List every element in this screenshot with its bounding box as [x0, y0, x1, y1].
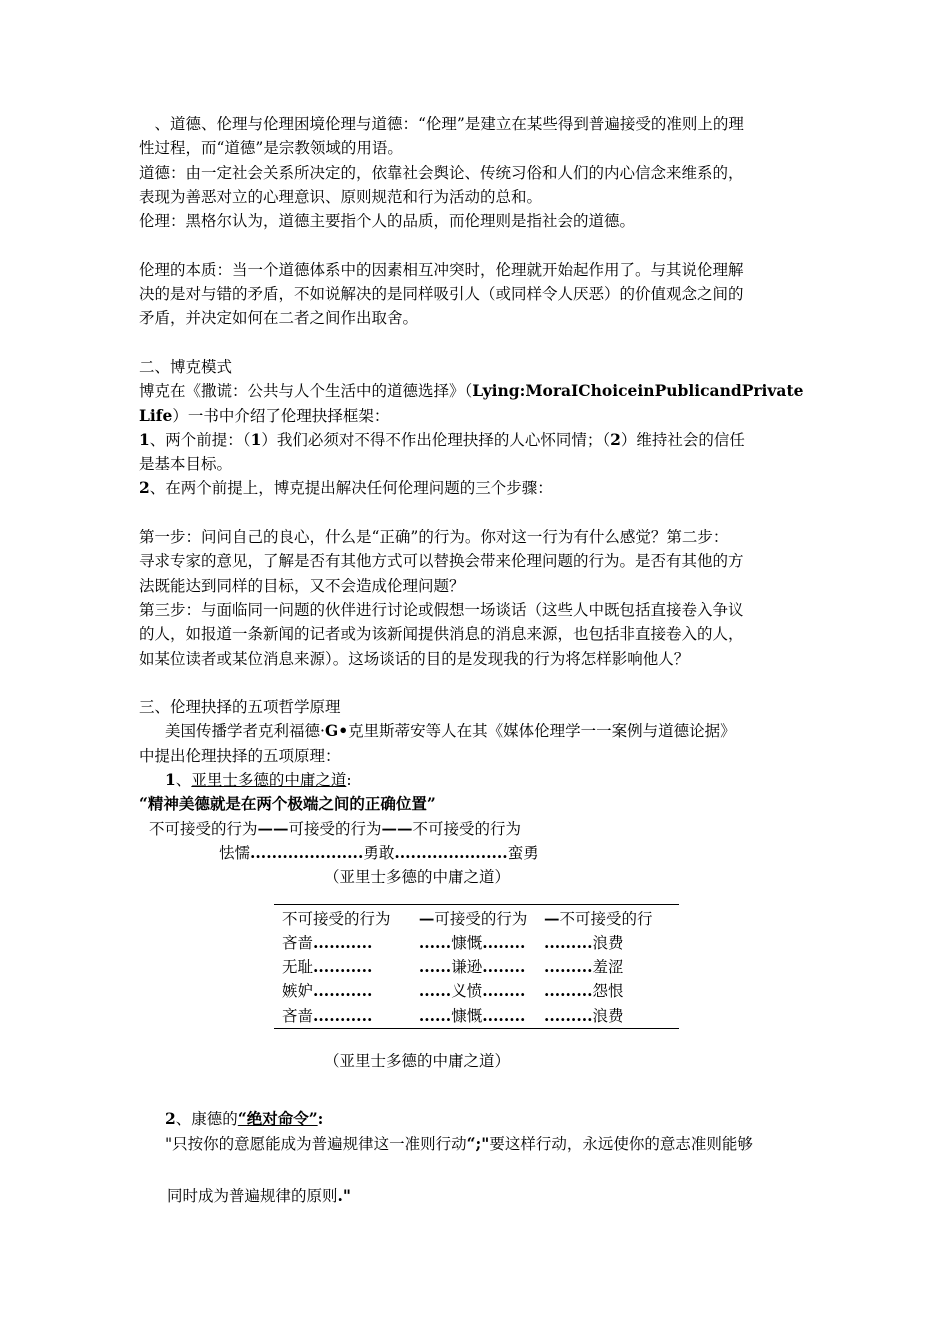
bok-step-line-5: 的人，如报道一条新闻的记者或为该新闻提供消息的消息来源，也包括非直接卷入的人， [139, 625, 744, 644]
table-row: 无耻........... ......谦逊........ .........羞涩 [282, 957, 624, 977]
aristotle-quote: “精神美德就是在两个极端之间的正确位置” [139, 794, 436, 814]
bok-step-line-6: 如某位读者或某位消息来源）。这场谈话的目的是发现我的行为将怎样影响他人？ [139, 649, 690, 668]
christians-intro-1: 美国传播学者克利福德·G•克里斯蒂安等人在其《媒体伦理学一一案例与道德论据》 [165, 721, 736, 741]
section1-line1: 、道德、伦理与伦理困境伦理与道德：“伦理”是建立在某些得到普遍接受的准则上的理 [139, 115, 744, 133]
behavior-scale: 不可接受的行为——可接受的行为——不可接受的行为 [149, 818, 522, 838]
bok-steps-intro: 2、在两个前提上，博克提出解决任何伦理问题的三个步骤： [139, 478, 553, 498]
principle-1-title: 1、亚里士多德的中庸之道: [165, 770, 352, 790]
table-header-row [274, 905, 679, 931]
kant-quote-1: "只按你的意愿能成为普遍规律这一准则行动“;"要这样行动，永远使你的意志准则能够 [165, 1133, 753, 1153]
morality-definition-1: 道德：由一定社会关系所决定的，依靠社会舆论、传统习俗和人们的内心信念来维系的， [139, 163, 744, 182]
bok-intro-2: Life）一书中介绍了伦理抉择框架： [139, 405, 390, 425]
caption-golden-mean-1: （亚里士多德的中庸之道） [324, 868, 511, 887]
section1-line2: 性过程，而“道德”是宗教领域的用语。 [139, 139, 403, 158]
bok-step-line-1: 第一步：问问自己的良心，什么是“正确”的行为。你对这一行为有什么感觉？第二步： [139, 528, 729, 547]
morality-definition-2: 表现为善恶对立的心理意识、原则规范和行为活动的总和。 [139, 187, 543, 206]
table-header-left: 不可接受的行为 [282, 909, 391, 928]
courage-example: 怯懦.....................勇敢.....................蛮勇 [219, 842, 539, 862]
document-body [139, 112, 819, 1208]
table-header-right: —不可接受的行 [543, 908, 653, 928]
table-row: 嫉妒........... ......义愤........ .........怨恨 [282, 981, 624, 1001]
principle-2-title: 2、康德的“绝对命令”: [165, 1109, 324, 1129]
bok-step-line-3: 法既能达到同样的目标，又不会造成伦理问题？ [139, 576, 465, 595]
ethics-essence-3: 矛盾，并决定如何在二者之间作出取舍。 [139, 309, 419, 328]
bok-premises-cont: 是基本目标。 [139, 455, 233, 474]
kant-quote-2: 同时成为普遍规律的原则." [167, 1185, 351, 1205]
bok-premises: 1、两个前提：（1）我们必须对不得不作出伦理抉择的人心怀同情；（2）维持社会的信任 [139, 429, 745, 449]
bok-step-line-4: 第三步：与面临同一问题的伙伴进行讨论或假想一场谈话（这些人中既包括直接卷入争议 [139, 600, 744, 619]
caption-golden-mean-2: （亚里士多德的中庸之道） [324, 1051, 511, 1070]
bok-intro-1: 博克在《撒谎：公共与人个生活中的道德选择》（Lying:MoraIChoiceinPublicandPrivate [139, 381, 804, 401]
christians-intro-2: 中提出伦理抉择的五项原理： [139, 746, 341, 765]
table-header-mid: —可接受的行为 [418, 908, 528, 928]
bok-step-line-2: 寻求专家的意见，了解是否有其他方式可以替换会带来伦理问题的行为。是否有其他的方 [139, 552, 744, 571]
ethics-definition: 伦理：黑格尔认为，道德主要指个人的品质，而伦理则是指社会的道德。 [139, 212, 636, 231]
section3-heading: 三、伦理抉择的五项哲学原理 [139, 698, 341, 717]
ethics-essence-2: 决的是对与错的矛盾，不如说解决的是同样吸引人（或同样令人厌恶）的价值观念之间的 [139, 285, 744, 304]
table-row: 吝啬........... ......慷慨........ .........浪费 [282, 932, 624, 952]
ethics-essence-1: 伦理的本质：当一个道德体系中的因素相互冲突时，伦理就开始起作用了。与其说伦理解 [139, 260, 744, 279]
table-row: 吝啬........... ......慷慨........ .........浪费 [282, 1005, 624, 1025]
section2-heading: 二、博克模式 [139, 357, 233, 376]
golden-mean-table [274, 904, 679, 1029]
